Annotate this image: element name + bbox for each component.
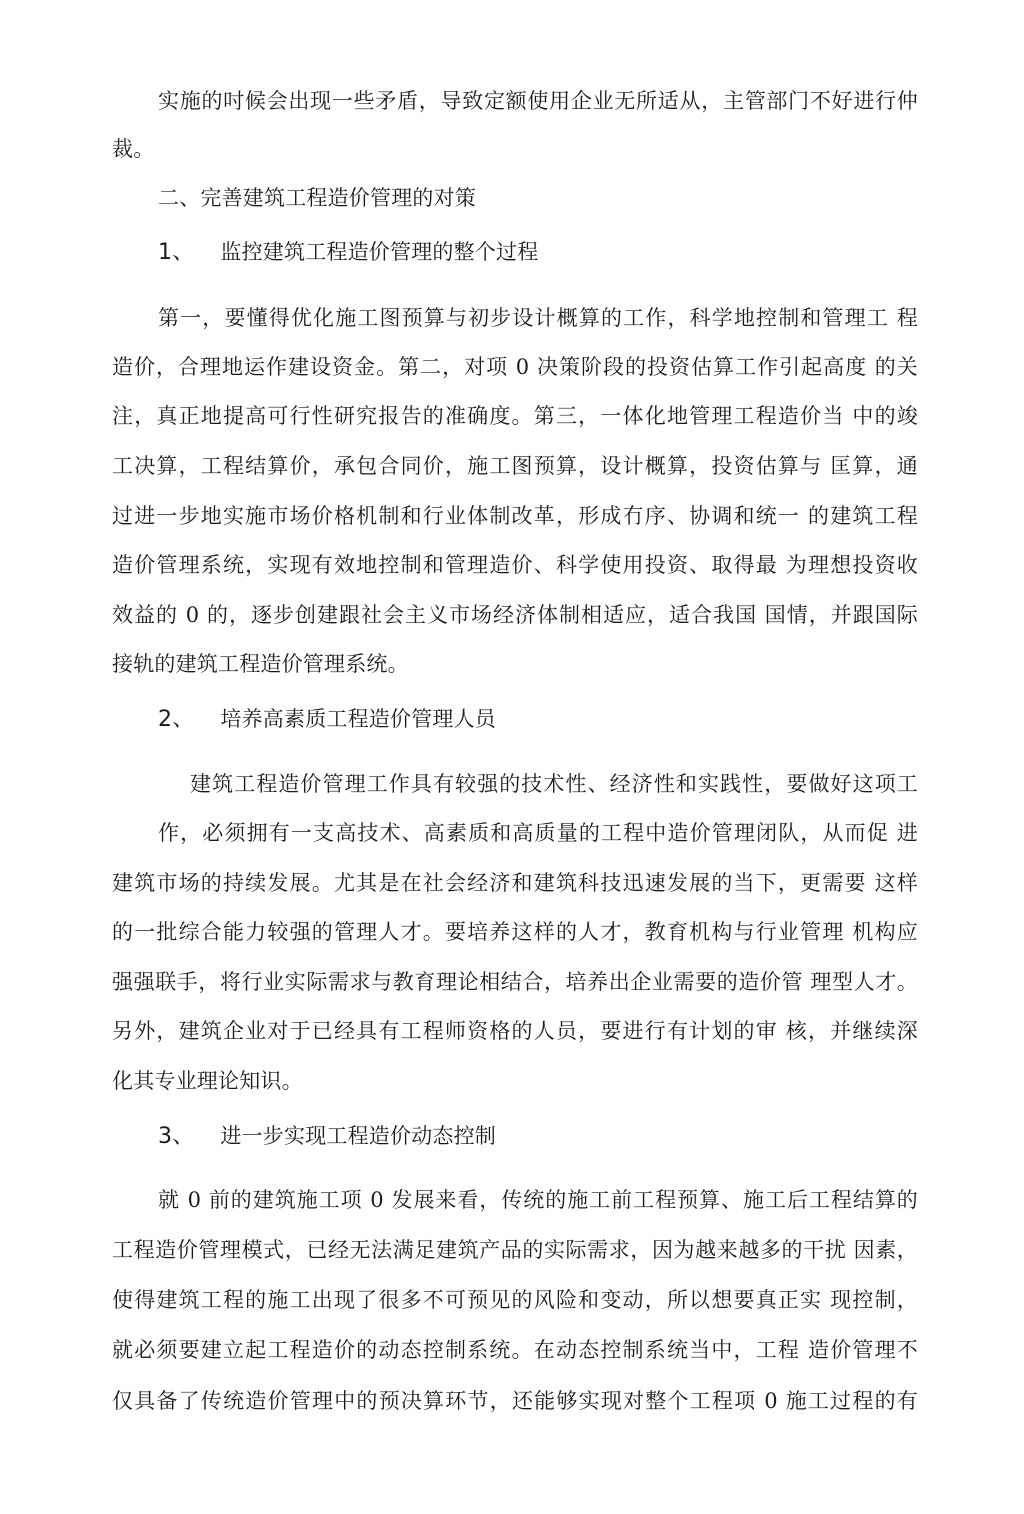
text-line: 就 0 前的建筑施工项 0 发展来看，传统的施工前工程预算、施工后工程结算的 [158,1188,918,1212]
text-line: 实施的吋候会出现一些矛盾，导致定额使用企业无所适从，主管部门不好进行仲 [158,89,918,113]
subsection-number: 1、 [158,240,195,265]
text-line: 仅具备了传统造价管理中的预决算环节，还能够实现对整个工程项 0 施工过程的有 [112,1389,918,1413]
text-line: 造价，合理地运作建设资金。第二，对项 0 决策阶段的投资估算工作引起高度 的关 [112,355,918,379]
text-line: 过进一步地实施市场价格机制和行业体制改革，形成冇序、协调和统一 的建筑工程 [112,504,918,528]
text-line: 造价管理系统，实现有效地控制和管理造价、科学使用投资、取得最 为理想投资收 [112,553,918,577]
section-heading: 二、完善建筑工程造价管理的对策 [158,186,476,210]
text-line: 效益的 0 的，逐步创建跟社会主义市场经济体制相适应，适合我国 国情，并跟国际 [112,603,918,627]
text-line: 第一，要懂得优化施工图预算与初步设计概算的工作，科学地控制和管理工 程 [158,306,918,330]
text-line: 的一批综合能力较强的管理人才。要培养这样的人才，教育机构与行业管理 机构应 [112,920,918,944]
subsection-number: 3、 [158,1124,195,1149]
text-line: 工决算，工程结算价，承包合同价，施工图预算，设计概算，投资估算与 匡算，通 [112,454,918,478]
text-line: 建筑市场的持续发展。尤其是在社会经济和建筑科技迅速发展的当下，更需要 这样 [112,871,918,895]
subsection-heading-3 [158,1121,964,1151]
subsection-number: 2、 [158,707,195,732]
text-line: 建筑工程造价管理工作具有较强的技术性、经济性和实践性，要做好这项工 [190,772,918,796]
text-line: 工程造价管理模式，已经无法满足建筑产品的实际需求，因为越来越多的干扰 因素， [112,1238,918,1262]
text-line: 裁。 [112,137,155,161]
subsection-title: 培养高素质工程造价管理人员 [220,707,497,731]
subsection-heading-1 [158,237,964,267]
text-line: 强强联手，将行业实际需求与教育理论相结合，培养出企业需要的造价管 理型人才。 [112,970,918,994]
text-line: 使得建筑工程的施工出现了很多不可预见的风险和变动，所以想要真正实 现控制， [112,1288,918,1312]
text-line: 另外，建筑企业对于已经具有工程师资格的人员，要进行有计划的审 核，并继续深 [112,1019,918,1043]
text-line: 化其专业理论知识。 [112,1069,303,1093]
subsection-heading-2 [158,704,964,734]
text-line: 作，必须拥有一支高技术、高素质和高质量的工程中造价管理闭队，从而促 进 [158,821,918,845]
text-line: 注，真正地提高可行性研究报告的准确度。第三，一体化地管理工程造价当 中的竣 [112,404,918,428]
subsection-title: 进一步实现工程造价动态控制 [220,1124,497,1148]
text-line: 就必须要建立起工程造价的动态控制系统。在动态控制系统当中，工程 造价管理不 [112,1338,918,1362]
text-line: 接轨的建筑工程造价管理系统。 [112,652,409,676]
subsection-title: 监控建筑工程造价管理的整个过程 [220,240,539,264]
